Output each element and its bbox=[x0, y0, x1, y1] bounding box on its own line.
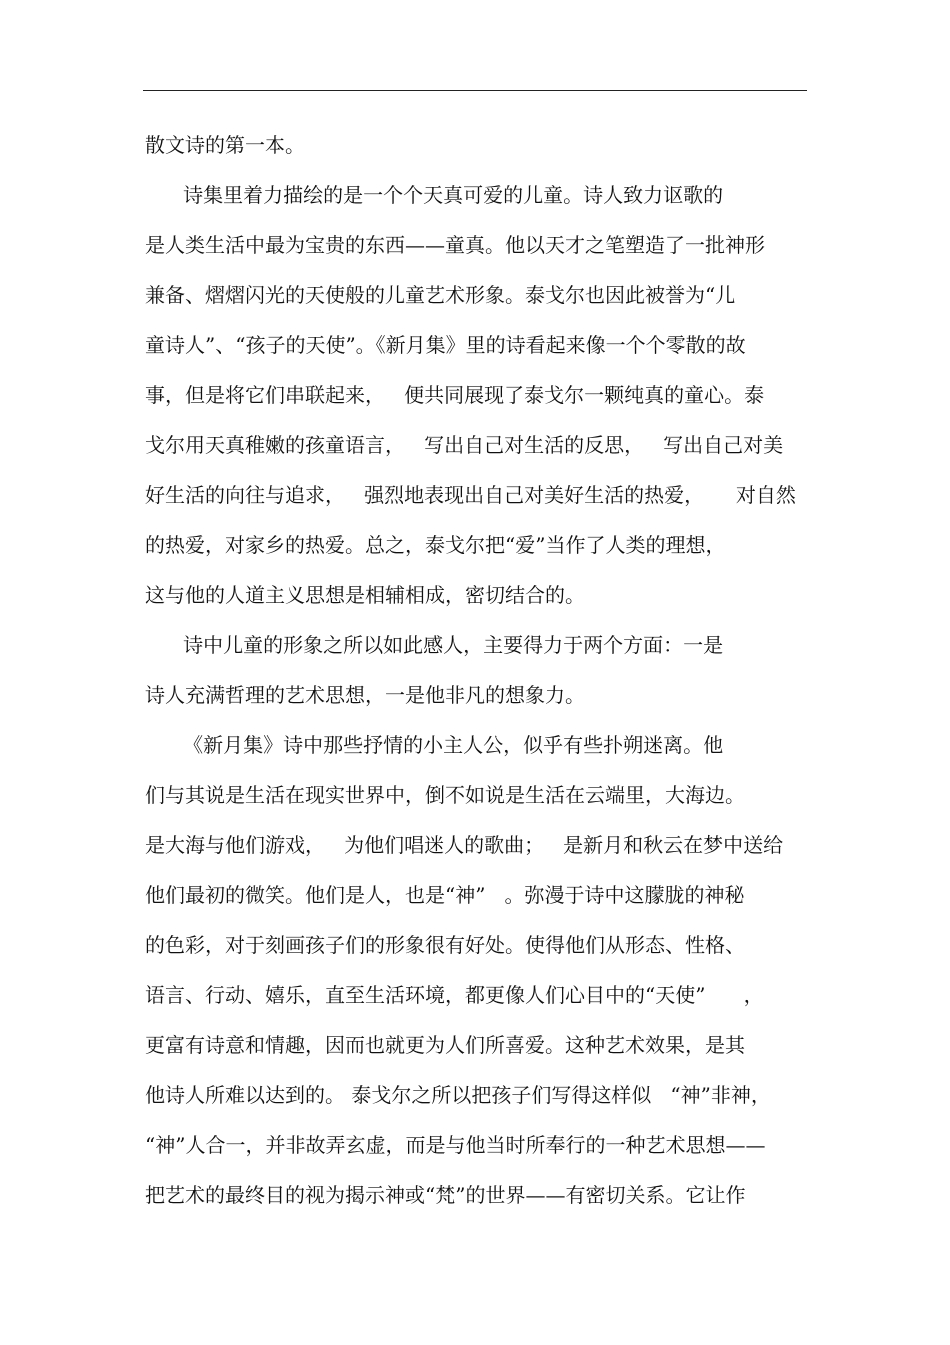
text-line: 诗中儿童的形象之所以如此感人，主要得力于两个方面：一是 bbox=[145, 633, 724, 657]
text-line: 们与其说是生活在现实世界中，倒不如说是生活在云端里，大海边。 bbox=[145, 783, 745, 807]
body-text bbox=[145, 126, 810, 1226]
text-line: 这与他的人道主义思想是相辅相成，密切结合的。 bbox=[145, 583, 585, 607]
text-line: “神”人合一，并非故弄玄虚，而是与他当时所奉行的一种艺术思想—— bbox=[145, 1133, 766, 1157]
text-line: 事，但是将它们串联起来， 便共同展现了泰戈尔一颗纯真的童心。泰 bbox=[145, 383, 765, 407]
text-line: 好生活的向往与追求， 强烈地表现出自己对美好生活的热爱， 对自然 bbox=[145, 483, 796, 507]
text-line: 诗集里着力描绘的是一个个天真可爱的儿童。诗人致力讴歌的 bbox=[145, 183, 724, 207]
text-line: 诗人充满哲理的艺术思想，一是他非凡的想象力。 bbox=[145, 683, 585, 707]
text-line: 的色彩，对于刻画孩子们的形象很有好处。使得他们从形态、性格、 bbox=[145, 933, 745, 957]
text-line: 他诗人所难以达到的。 泰戈尔之所以把孩子们写得这样似 “神”非神， bbox=[145, 1083, 771, 1107]
text-line: 的热爱，对家乡的热爱。总之，泰戈尔把“爱”当作了人类的理想， bbox=[145, 533, 726, 557]
text-line: 戈尔用天真稚嫩的孩童语言， 写出自己对生活的反思， 写出自己对美 bbox=[145, 433, 784, 457]
text-line: 童诗人”、“孩子的天使”。《新月集》里的诗看起来像一个个零散的故 bbox=[145, 333, 746, 357]
text-line: 散文诗的第一本。 bbox=[145, 133, 305, 157]
text-line: 是人类生活中最为宝贵的东西——童真。他以天才之笔塑造了一批神形 bbox=[145, 233, 765, 257]
text-line: 《新月集》诗中那些抒情的小主人公，似乎有些扑朔迷离。他 bbox=[145, 733, 724, 757]
text-line: 他们最初的微笑。他们是人，也是“神” 。弥漫于诗中这朦胧的神秘 bbox=[145, 883, 745, 907]
text-line: 把艺术的最终目的视为揭示神或“梵”的世界——有密切关系。它让作 bbox=[145, 1183, 746, 1207]
text-line: 更富有诗意和情趣，因而也就更为人们所喜爱。这种艺术效果，是其 bbox=[145, 1033, 745, 1057]
text-line: 兼备、熠熠闪光的天使般的儿童艺术形象。泰戈尔也因此被誉为“儿 bbox=[145, 283, 736, 307]
header-rule bbox=[143, 90, 807, 91]
text-line: 是大海与他们游戏， 为他们唱迷人的歌曲； 是新月和秋云在梦中送给 bbox=[145, 833, 784, 857]
text-line: 语言、行动、嬉乐，直至生活环境，都更像人们心目中的“天使” ， bbox=[145, 983, 764, 1007]
